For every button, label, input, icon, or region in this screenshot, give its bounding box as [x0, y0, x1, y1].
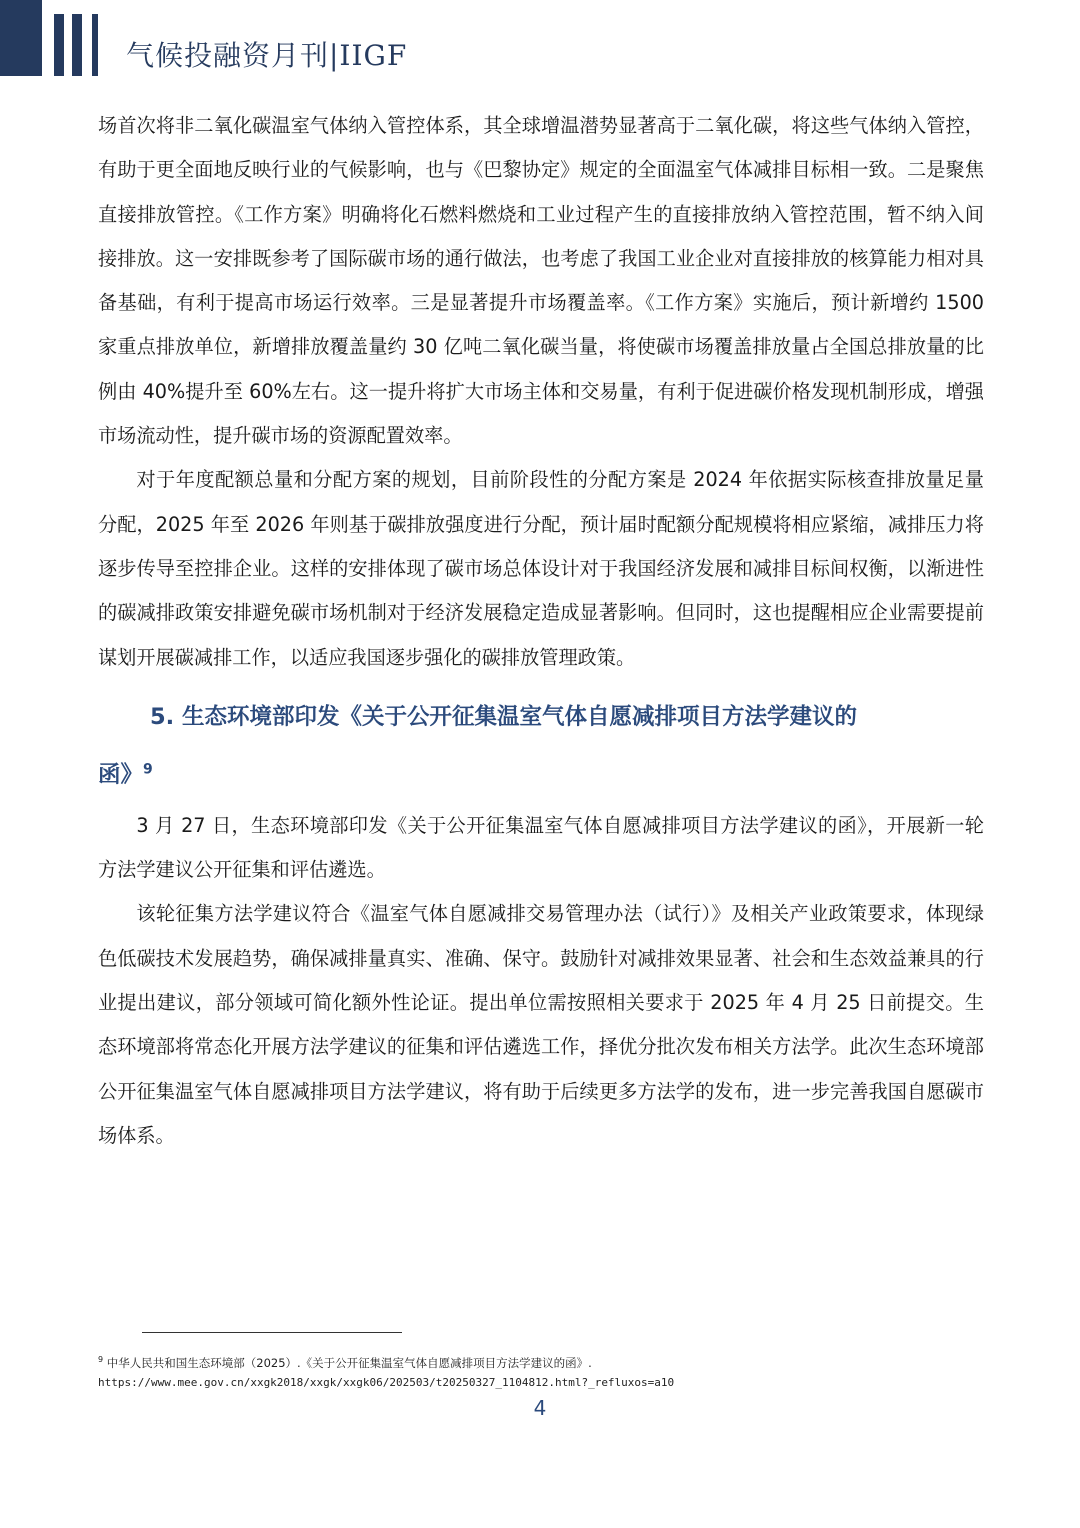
page-number: 4	[533, 1396, 547, 1420]
section-heading-line-2: 函》	[98, 761, 144, 788]
header-stripe	[72, 14, 82, 76]
footnote-text: 中华人民共和国生态环境部（2025）.《关于公开征集温室气体自愿减排项目方法学建议的函》.	[106, 1356, 592, 1370]
body-paragraph: 该轮征集方法学建议符合《温室气体自愿减排交易管理办法（试行）》及相关产业政策要求，体现绿色低碳技术发展趋势，确保减排量真实、准确、保守。鼓励针对减排效果显著、社会和生态效益兼具的行业提出建议，部分领域可简化额外性论证。提出单位需按照相关要求于 2025 年 4 月 25 日前提交。生态环境部将常态化开展方法学建议的征集和评估遴选工作，择优分批次发布相关方法学。此次生态环境部公开征集温室气体自愿减排项目方法学建议，将有助于后续更多方法学的发布，进一步完善我国自愿碳市场体系。	[98, 902, 984, 1147]
footnote-divider	[142, 1332, 402, 1333]
footnote-mark: 9	[98, 1355, 104, 1365]
page-header	[0, 0, 1080, 90]
footnote	[98, 1354, 998, 1392]
header-stripe	[54, 14, 64, 76]
body-paragraph: 3 月 27 日，生态环境部印发《关于公开征集温室气体自愿减排项目方法学建议的函》，开展新一轮方法学建议公开征集和评估遴选。	[98, 813, 984, 882]
publication-title: 气候投融资月刊|IIGF	[126, 39, 408, 72]
footnote-url-link[interactable]: https://www.mee.gov.cn/xxgk2018/xxgk/xxgk06/202503/t20250327_1104812.html?_refluxos=a10	[98, 1376, 675, 1389]
footnote-reference[interactable]: 9	[143, 761, 153, 778]
section-heading	[98, 688, 984, 804]
header-logo-block	[0, 0, 42, 76]
section-heading-line-1: 5. 生态环境部印发《关于公开征集温室气体自愿减排项目方法学建议的	[150, 703, 858, 730]
body-paragraph: 场首次将非二氧化碳温室气体纳入管控体系，其全球增温潜势显著高于二氧化碳，将这些气体纳入管控，有助于更全面地反映行业的气候影响，也与《巴黎协定》规定的全面温室气体减排目标相一致。二是聚焦直接排放管控。《工作方案》明确将化石燃料燃烧和工业过程产生的直接排放纳入管控范围，暂不纳入间接排放。这一安排既参考了国际碳市场的通行做法，也考虑了我国工业企业对直接排放的核算能力相对具备基础，有利于提高市场运行效率。三是显著提升市场覆盖率。《工作方案》实施后，预计新增约 1500 家重点排放单位，新增排放覆盖量约 30 亿吨二氧化碳当量，将使碳市场覆盖排放量占全国总排放量的比例由 40%提升至 60%左右。这一提升将扩大市场主体和交易量，有利于促进碳价格发现机制形成，增强市场流动性，提升碳市场的资源配置效率。	[98, 114, 984, 448]
header-stripe	[92, 14, 98, 76]
article-body	[98, 104, 984, 1158]
body-paragraph: 对于年度配额总量和分配方案的规划，目前阶段性的分配方案是 2024 年依据实际核查排放量足量分配，2025 年至 2026 年则基于碳排放强度进行分配，预计届时配额分配规模将相应紧缩，减排压力将逐步传导至控排企业。这样的安排体现了碳市场总体设计对于我国经济发展和减排目标间权衡，以渐进性的碳减排政策安排避免碳市场机制对于经济发展稳定造成显著影响。但同时，这也提醒相应企业需要提前谋划开展碳减排工作，以适应我国逐步强化的碳排放管理政策。	[98, 468, 984, 669]
footnote-citation	[98, 1354, 998, 1373]
